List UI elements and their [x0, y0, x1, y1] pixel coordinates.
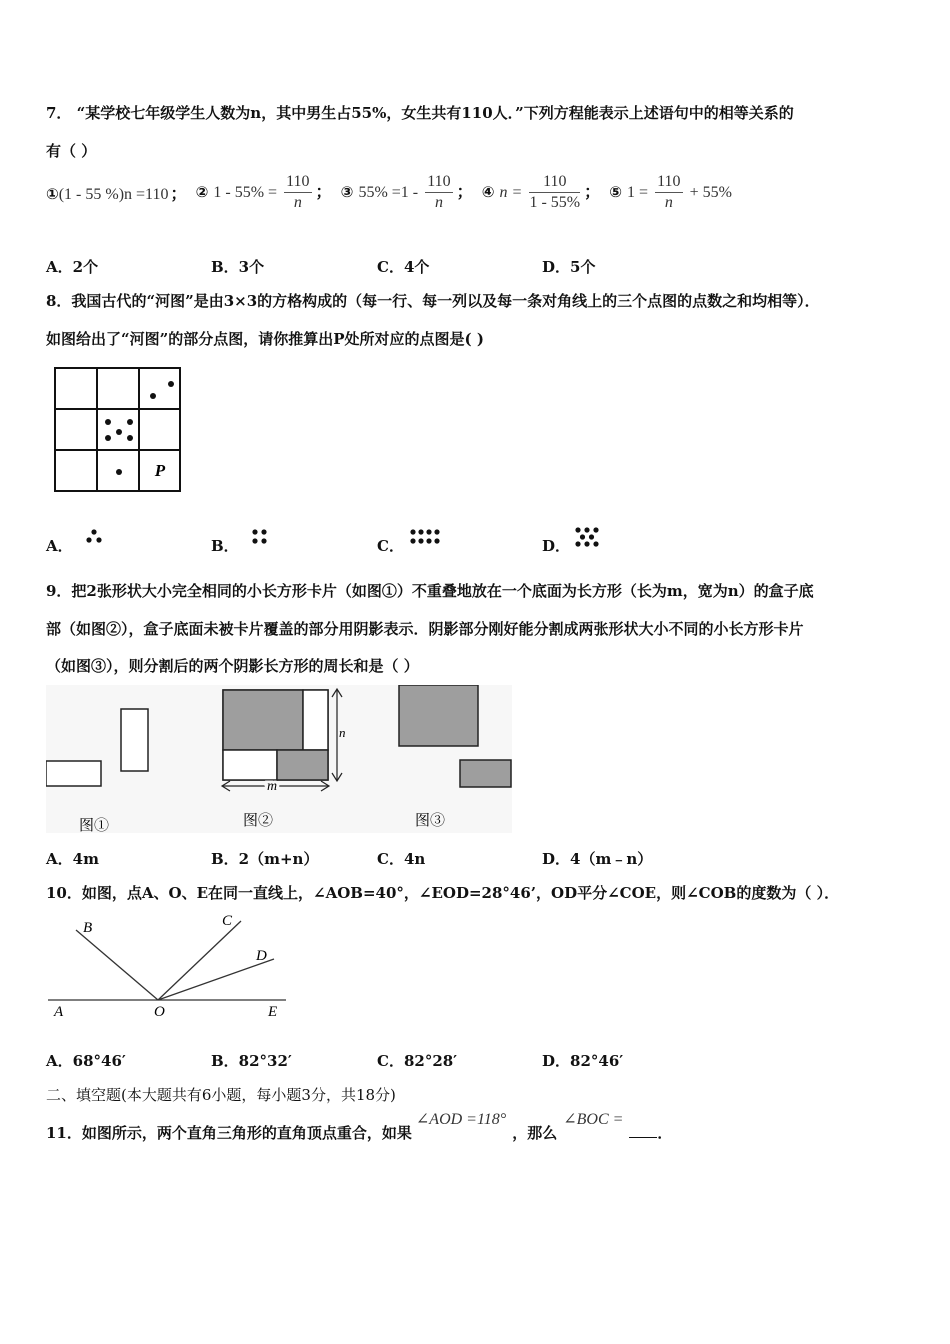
q7-option-c[interactable]: C．4个	[377, 258, 430, 276]
q10-option-c[interactable]: C．82°28′	[377, 1052, 458, 1070]
fig2-label: 图②	[242, 813, 274, 829]
eq2-fraction	[284, 172, 311, 213]
q10-option-b[interactable]: B．82°32′	[211, 1052, 292, 1070]
q9-option-d[interactable]: D．4（m﹣n）	[542, 850, 653, 868]
label-e: E	[268, 1004, 278, 1020]
eq3-num: 110	[425, 172, 452, 193]
eq5-left: 1 =	[627, 184, 649, 201]
q10-angle-figure	[46, 908, 296, 1023]
q11-stem	[46, 1108, 672, 1142]
q7-option-b[interactable]: B．3个	[211, 258, 265, 276]
eq5-num: 110	[655, 172, 682, 193]
eq2-den: n	[293, 194, 302, 211]
grid-label-p: P	[154, 461, 166, 480]
eq5-label: ⑤	[609, 183, 622, 201]
q9-figures	[46, 685, 512, 833]
q8-option-d[interactable]	[542, 535, 570, 556]
q9-stem-line1: 9．把2张形状大小完全相同的小长方形卡片（如图①）不重叠地放在一个底面为长方形（长为m，宽为n）的盒子底	[46, 582, 814, 600]
eq4-den: 1 - 55%	[529, 194, 581, 211]
hetu-grid-figure	[52, 366, 184, 494]
q9-option-c[interactable]: C．4n	[377, 850, 426, 868]
q10-option-a[interactable]: A．68°46′	[46, 1052, 126, 1070]
eq2-left: 1 - 55% =	[213, 184, 278, 201]
label-c: C	[222, 913, 233, 929]
q7-option-a[interactable]: A．2个	[46, 258, 99, 276]
eq4-label: ④	[481, 183, 495, 201]
dots-five	[105, 419, 133, 441]
q8-option-a-label: A．	[46, 537, 73, 555]
eq4-left: n =	[499, 184, 523, 201]
q11-math-aod: ∠AOD =118°	[415, 1111, 507, 1128]
q11-math-boc: ∠BOC =	[563, 1111, 624, 1128]
q8-stem-line1: 8．我国古代的“河图”是由3×3的方格构成的（每一行、每一列以及每一条对角线上的三个点图的点数之和均相等）．	[46, 292, 820, 310]
q8-stem-line2: 如图给出了“河图”的部分点图，请你推算出P处所对应的点图是( )	[46, 330, 484, 348]
q11-text-mid: ，那么	[512, 1124, 558, 1142]
fig1-card-vertical	[121, 709, 148, 771]
fig3-shade-small	[460, 760, 511, 787]
q8-option-b[interactable]	[211, 535, 239, 556]
fig2-card-vertical	[303, 690, 328, 750]
separator: ；	[315, 182, 332, 201]
q11-text-end: ．	[657, 1124, 673, 1142]
fig2-card-horizontal	[223, 750, 277, 780]
section2-heading: 二、填空题(本大题共有6小题，每小题3分，共18分)	[46, 1086, 396, 1104]
dots-one	[116, 469, 122, 475]
eq2-num: 110	[284, 172, 311, 193]
q9-option-a[interactable]: A．4m	[46, 850, 99, 868]
eq3-fraction	[425, 172, 452, 213]
q8-option-b-label: B．	[211, 537, 239, 555]
q8-option-c[interactable]	[377, 535, 404, 556]
q8-option-d-label: D．	[542, 537, 571, 555]
label-a: A	[54, 1004, 64, 1020]
q7-equations	[46, 172, 732, 220]
separator: ；	[170, 184, 187, 203]
fig2-n-label: n	[339, 725, 346, 740]
eq4-fraction	[529, 172, 580, 213]
q7-stem-line2: 有（ ）	[46, 142, 97, 160]
eq3-left: 55% =1 -	[358, 184, 419, 201]
fig3-label: 图③	[414, 813, 446, 829]
fig2-shade-small	[277, 750, 328, 780]
q7-option-d[interactable]: D．5个	[542, 258, 596, 276]
q9-stem-line3: （如图③），则分割后的两个阴影长方形的周长和是（ ）	[46, 657, 419, 675]
q8-option-d-dots	[573, 525, 607, 551]
label-o: O	[154, 1004, 165, 1020]
eq1: (1 - 55 %)n =110	[58, 186, 169, 203]
eq1-label: ①	[46, 185, 59, 203]
eq2-label: ②	[195, 183, 209, 201]
fig2-shade-large	[223, 690, 303, 750]
label-d: D	[256, 948, 267, 964]
dots-two	[150, 381, 174, 399]
eq3-label: ③	[340, 183, 354, 201]
q10-stem: 10．如图，点A、O、E在同一直线上，∠AOB=40°，∠EOD=28°46’，OD平分∠COE，则∠COB的度数为（ ）．	[46, 884, 840, 902]
q7-stem-line1: 7． “某学校七年级学生人数为n，其中男生占55%，女生共有110人．”下列方程能表示上述语句中的相等关系的	[46, 104, 794, 122]
fig2-m-label: m	[266, 779, 278, 794]
fig1-card-horizontal	[46, 761, 101, 786]
separator: ；	[456, 182, 473, 201]
eq5-fraction	[655, 172, 682, 213]
q9-option-b[interactable]: B．2（m+n）	[211, 850, 319, 868]
label-b: B	[83, 920, 93, 936]
q11-text-before: 11．如图所示，两个直角三角形的直角顶点重合，如果	[46, 1124, 412, 1142]
q8-option-c-label: C．	[377, 537, 404, 555]
eq4-num: 110	[529, 172, 580, 193]
q11-answer-blank[interactable]	[629, 1123, 657, 1138]
eq5-right: + 55%	[689, 184, 732, 201]
q8-option-a[interactable]	[46, 535, 73, 556]
separator: ；	[584, 182, 601, 201]
q9-stem-line2: 部（如图②），盒子底面未被卡片覆盖的部分用阴影表示．阴影部分刚好能分割成两张形状大小不同的小长方形卡片	[46, 620, 804, 638]
eq3-den: n	[434, 194, 443, 211]
q8-option-a-dots	[83, 526, 107, 546]
q10-option-d[interactable]: D．82°46′	[542, 1052, 624, 1070]
fig1-label: 图①	[78, 818, 110, 833]
q8-option-b-dots	[248, 526, 272, 548]
q8-option-c-dots	[408, 526, 442, 548]
fig3-shade-large	[399, 685, 478, 746]
eq5-den: n	[664, 194, 673, 211]
